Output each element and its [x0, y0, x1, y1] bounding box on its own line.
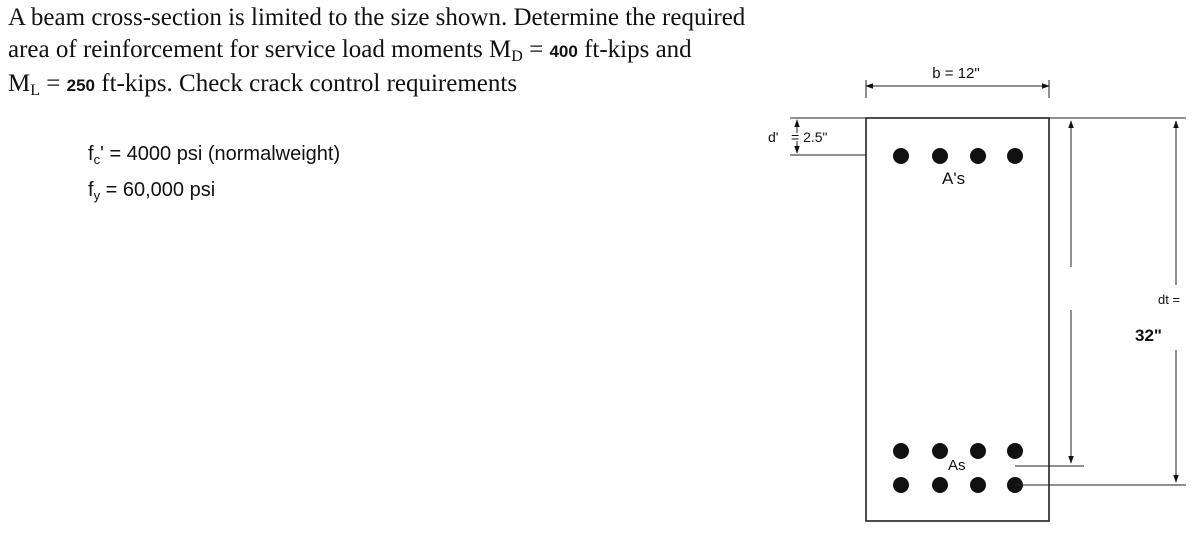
fy-value: = 60,000 psi	[100, 179, 216, 201]
top-rebar-4	[1007, 148, 1023, 164]
ml-equals: =	[40, 70, 67, 97]
bottom-rebar-r2-1	[893, 477, 909, 493]
fc-subscript: c	[93, 152, 101, 167]
top-rebar-1	[893, 148, 909, 164]
fy-subscript: y	[93, 188, 101, 203]
width-label: b = 12"	[932, 65, 980, 82]
bottom-rebar-r1-2	[932, 443, 948, 459]
bottom-rebar-r1-1	[893, 443, 909, 459]
top-rebar-2	[932, 148, 948, 164]
md-value: 400	[549, 42, 578, 61]
md-text: area of reinforcement for service load moments M	[8, 36, 512, 63]
md-units: ft-kips and	[577, 36, 692, 63]
bottom-rebar-r1-3	[970, 443, 986, 459]
fc-symbol: f	[88, 143, 94, 165]
bottom-rebar-r2-3	[970, 477, 986, 493]
md-equals: =	[522, 36, 550, 63]
fc-prime: '	[100, 143, 104, 165]
dprime-label: d'	[768, 129, 779, 145]
fc-value: = 4000 psi (normalweight)	[103, 143, 341, 165]
dt-value: 32"	[1135, 326, 1162, 345]
fy-symbol: f	[88, 179, 94, 201]
md-subscript: D	[511, 48, 523, 65]
top-rebar-3	[970, 148, 986, 164]
ml-subscript: L	[30, 82, 41, 99]
top-steel-label: A's	[942, 169, 966, 188]
bottom-rebar-r1-4	[1007, 443, 1023, 459]
bottom-rebar-r2-2	[932, 477, 948, 493]
dt-label: dt =	[1158, 292, 1181, 307]
problem-line-1: A beam cross-section is limited to the size shown. Determine the required	[8, 4, 746, 31]
ml-symbol: M	[8, 70, 31, 97]
bottom-steel-label: As	[948, 457, 966, 474]
dprime-value: = 2.5"	[791, 129, 828, 145]
ml-value: 250	[66, 76, 95, 95]
ml-units: ft-kips. Check crack control requirements	[95, 70, 518, 97]
